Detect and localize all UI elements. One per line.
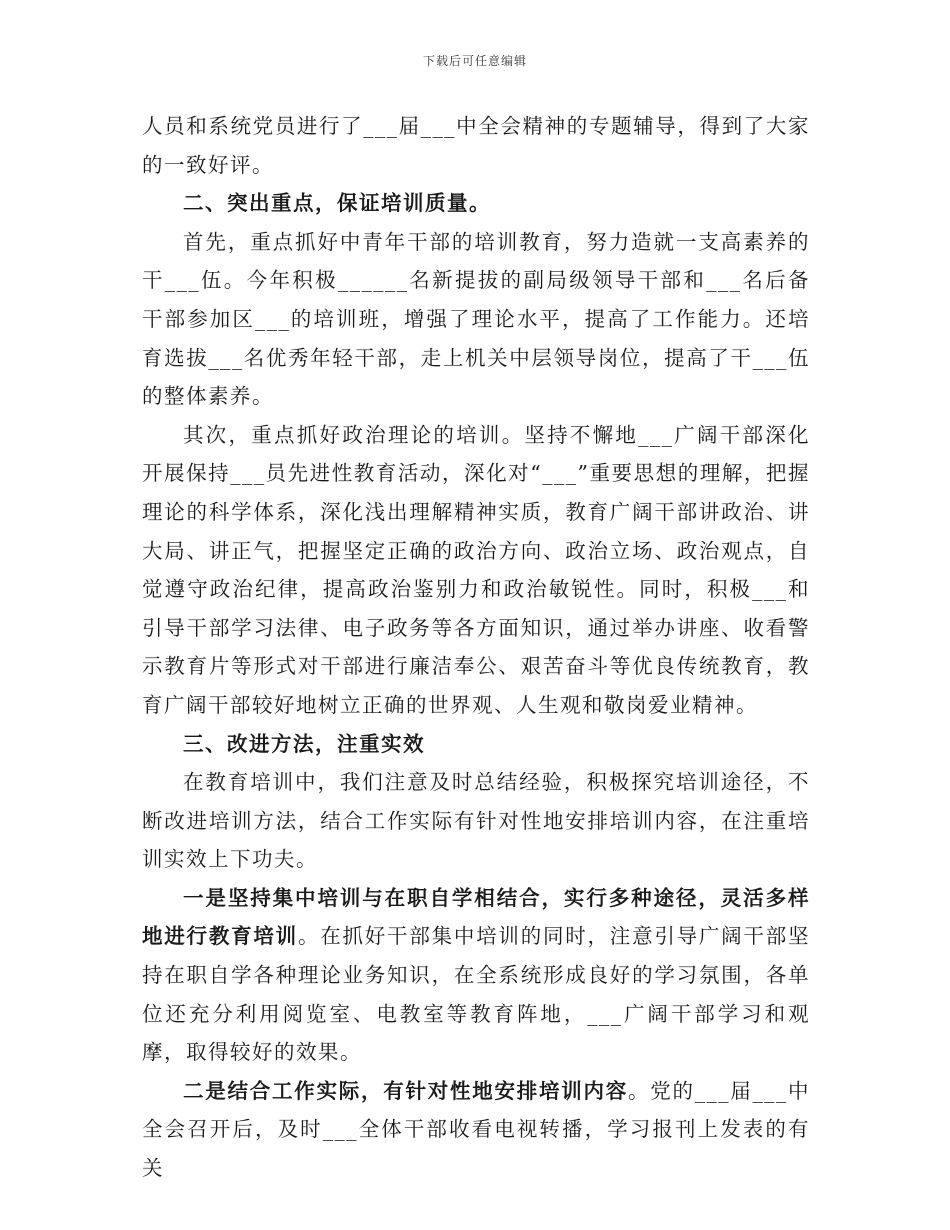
section-heading-2: 二、突出重点，保证培训质量。 bbox=[183, 191, 491, 216]
paragraph-second: 其次，重点抓好政治理论的培训。坚持不懈地___广阔干部深化开展保持___员先进性教育活动，深化对“___”重要思想的理解，把握理论的科学体系，深化浅出理解精神实质，教育广阔干部讲政治、讲大局、讲正气，把握坚定正确的政治方向、政治立场、政治观点，自觉遵守政治纪律，提高政治鉴别力和政治敏锐性。同时，积极___和引导干部学习法律、电子政务等各方面知识，通过举办讲座、收看警示教育片等形式对干部进行廉洁奉公、艰苦奋斗等优良传统教育，教育广阔干部较好地树立正确的世界观、人生观和敬岗爱业精神。 bbox=[142, 422, 810, 717]
point-one-lead: 一是坚持集中培训与在职自学相结合，实行多种途径，灵活多样地进行教育培训 bbox=[142, 885, 810, 949]
point-two-lead: 二是结合工作实际，有针对性地安排培训内容 bbox=[183, 1078, 628, 1103]
paragraph-first: 首先，重点抓好中青年干部的培训教育，努力造就一支高素养的干___伍。今年积极______名新提拔的副局级领导干部和___名后备干部参加区___的培训班，增强了理论水平，提高了工作能力。还培育选拔___名优秀年轻干部，走上机关中层领导岗位，提高了干___伍的整体素养。 bbox=[142, 229, 810, 409]
point-two-text: 。党的___届___中全会召开后，及时___全体干部收看电视转播，学习报刊上发表的有关 bbox=[142, 1078, 810, 1181]
paragraph-point-two bbox=[142, 1072, 810, 1188]
paragraph-continuation: 人员和系统党员进行了___届___中全会精神的专题辅导，得到了大家的一致好评。 bbox=[142, 114, 810, 177]
point-one-text: 。在抓好干部集中培训的同时，注意引导广阔干部坚持在职自学各种理论业务知识，在全系统形成良好的学习氛围，各单位还充分利用阅览室、电教室等教育阵地，___广阔干部学习和观摩，取得较好的效果。 bbox=[142, 924, 811, 1065]
document-body bbox=[142, 107, 810, 1188]
paragraph-methods: 在教育培训中，我们注意及时总结经验，积极探究培训途径，不断改进培训方法，结合工作实际有针对性地安排培训内容，在注重培训实效上下功夫。 bbox=[142, 770, 810, 872]
section-heading-3: 三、改进方法，注重实效 bbox=[183, 731, 425, 756]
page-header: 下载后可任意编辑 bbox=[422, 54, 527, 68]
paragraph-point-one bbox=[142, 879, 810, 1072]
